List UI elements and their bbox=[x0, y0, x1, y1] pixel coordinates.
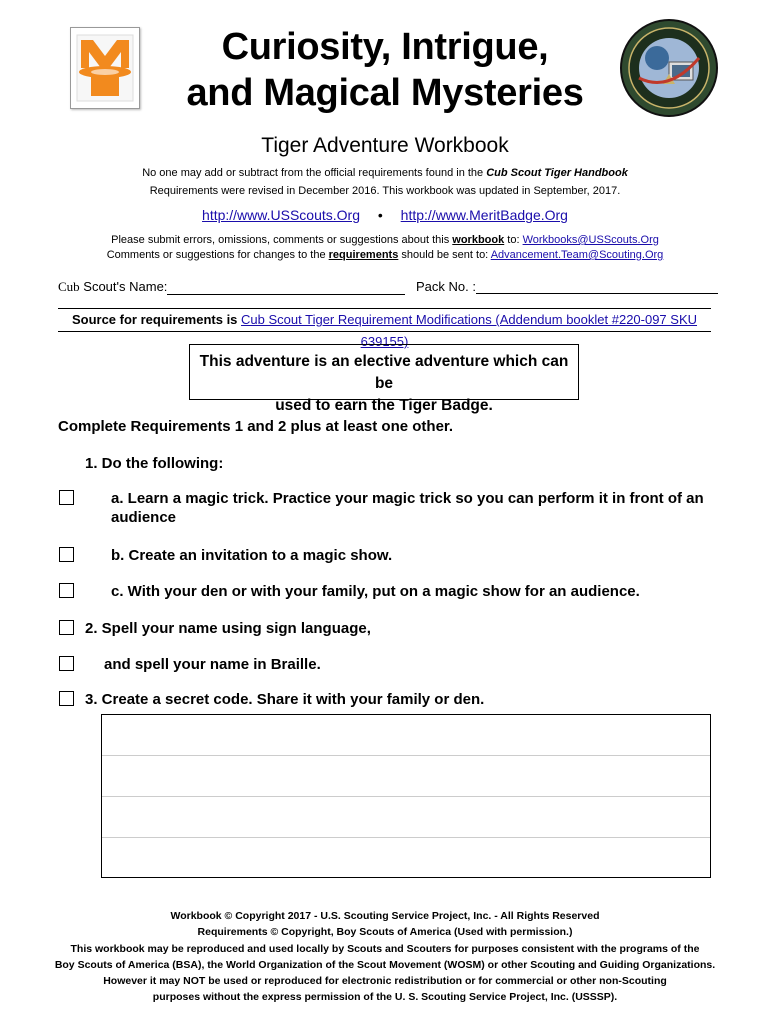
requirement-1: 1. Do the following: bbox=[85, 455, 224, 472]
checkbox-2b[interactable] bbox=[59, 656, 74, 671]
pack-number-field[interactable]: Pack No. : bbox=[416, 279, 718, 294]
magic-hat-icon bbox=[71, 28, 139, 108]
magic-hat-logo bbox=[70, 27, 140, 109]
separator: • bbox=[377, 207, 383, 223]
writing-line bbox=[102, 796, 710, 797]
elective-notice-box: This adventure is an elective adventure which can be used to earn the Tiger Badge. bbox=[189, 344, 579, 400]
checkbox-3[interactable] bbox=[59, 691, 74, 706]
advancement-email-link[interactable]: Advancement.Team@Scouting.Org bbox=[490, 249, 664, 261]
footer-permission-1: This workbook may be reproduced and used locally by Scouts and Scouters for purposes consistent with the programs of the bbox=[70, 943, 700, 955]
page-title: Curiosity, Intrigue, and Magical Mysteries bbox=[186, 26, 584, 114]
links-row bbox=[60, 207, 710, 223]
checkbox-1a[interactable] bbox=[59, 490, 74, 505]
checkbox-2a[interactable] bbox=[59, 620, 74, 635]
requirement-1c: c. With your den or with your family, put on a magic show for an audience. bbox=[111, 583, 640, 600]
footer-copyright: Workbook © Copyright 2017 - U.S. Scouting Service Project, Inc. - All Rights Reserved bbox=[170, 910, 600, 922]
submit-note: Please submit errors, omissions, comments or suggestions about this workbook to: Workbooks@USScouts.Org bbox=[111, 234, 659, 246]
footer-permission-3: However it may NOT be used or reproduced for electronic redistribution or for commercial or other non-Scouting bbox=[103, 975, 667, 987]
seal-icon bbox=[619, 18, 719, 118]
requirement-3: 3. Create a secret code. Share it with your family or den. bbox=[85, 691, 485, 708]
requirement-1a: a. Learn a magic trick. Practice your magic trick so you can perform it in front of an audience bbox=[111, 490, 704, 526]
footer-permission-2: Boy Scouts of America (BSA), the World Organization of the Scout Movement (WOSM) or other Scouting and Guiding Organizations. bbox=[54, 959, 716, 971]
writing-line bbox=[102, 755, 710, 756]
checkbox-1b[interactable] bbox=[59, 547, 74, 562]
subtitle: Tiger Adventure Workbook bbox=[261, 134, 509, 157]
secret-code-answer-box[interactable] bbox=[101, 714, 711, 878]
source-link[interactable]: Cub Scout Tiger Requirement Modifications (Addendum booklet #220-097 SKU 639155) bbox=[241, 312, 698, 349]
pack-number-line[interactable] bbox=[476, 280, 718, 294]
footer-requirements-copyright: Requirements © Copyright, Boy Scouts of America (Used with permission.) bbox=[197, 926, 573, 938]
official-note: No one may add or subtract from the official requirements found in the Cub Scout Tiger Handbook bbox=[142, 167, 628, 179]
source-requirements: Source for requirements is Cub Scout Tiger Requirement Modifications (Addendum booklet #220-097 SKU 639155) bbox=[58, 308, 711, 332]
workbooks-email-link[interactable]: Workbooks@USScouts.Org bbox=[522, 234, 659, 246]
requirement-1b: b. Create an invitation to a magic show. bbox=[111, 547, 393, 564]
scout-name-line[interactable] bbox=[167, 281, 405, 295]
revision-note: Requirements were revised in December 2016. This workbook was updated in September, 2017. bbox=[149, 185, 621, 197]
writing-line bbox=[102, 837, 710, 838]
usssp-seal-logo bbox=[619, 18, 719, 118]
meritbadge-link[interactable]: http://www.MeritBadge.Org bbox=[400, 207, 568, 223]
changes-note: Comments or suggestions for changes to the requirements should be sent to: Advancement.Team@Scouting.Org bbox=[106, 249, 664, 261]
usscouts-link[interactable]: http://www.USScouts.Org bbox=[202, 207, 360, 223]
requirements-intro: Complete Requirements 1 and 2 plus at least one other. bbox=[58, 418, 454, 435]
requirement-2a: 2. Spell your name using sign language, bbox=[85, 620, 371, 637]
checkbox-1c[interactable] bbox=[59, 583, 74, 598]
scout-name-field[interactable]: Cub Scout's Name: bbox=[58, 279, 405, 295]
requirement-2b: and spell your name in Braille. bbox=[104, 656, 321, 673]
footer-permission-4: purposes without the express permission of the U. S. Scouting Service Project, Inc. (USSSP). bbox=[152, 991, 618, 1003]
